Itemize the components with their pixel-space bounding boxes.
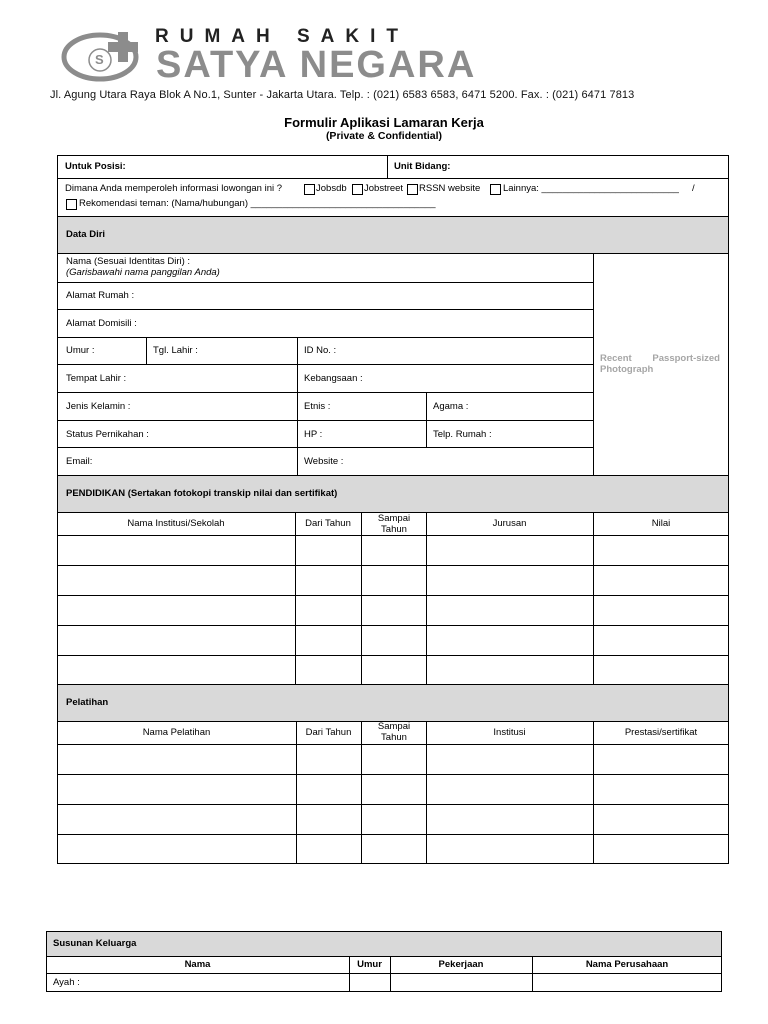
rekomendasi-label[interactable]: Rekomendasi teman: (Nama/hubungan) ___________________________________: [79, 198, 436, 209]
pendidikan-col-sampai: Sampai Tahun: [377, 513, 411, 535]
nama-note: (Garisbawahi nama panggilan Anda): [66, 267, 220, 278]
jobsdb-label: Jobsdb: [316, 183, 347, 194]
hospital-logo-icon: [60, 28, 152, 86]
etnis-field[interactable]: Etnis :: [304, 401, 331, 412]
keluarga-col-perusahaan: Nama Perusahaan: [585, 959, 669, 970]
telp-rumah-field[interactable]: Telp. Rumah :: [433, 429, 492, 440]
brand-top-text: RUMAH SAKIT: [155, 26, 409, 47]
lainnya-label[interactable]: Lainnya: __________________________: [503, 183, 679, 194]
jobsdb-checkbox[interactable]: [304, 184, 315, 195]
jobstreet-label: Jobstreet: [364, 183, 404, 194]
jobstreet-checkbox[interactable]: [352, 184, 363, 195]
rssn-website-checkbox[interactable]: [407, 184, 418, 195]
status-pernikahan-field[interactable]: Status Pernikahan :: [66, 429, 149, 440]
hp-field[interactable]: HP :: [304, 429, 323, 440]
pendidikan-header: PENDIDIKAN (Sertakan fotokopi transkip nilai dan sertifikat): [66, 488, 338, 499]
email-field[interactable]: Email:: [66, 456, 93, 467]
rssn-website-label: RSSN website: [419, 183, 481, 194]
pelatihan-col-sampai: Sampai Tahun: [377, 721, 411, 743]
logo-letter: S: [95, 52, 104, 67]
keluarga-header: Susunan Keluarga: [53, 938, 137, 949]
pendidikan-section: [57, 475, 729, 685]
tempat-lahir-field[interactable]: Tempat Lahir :: [66, 373, 127, 384]
slash-separator: /: [692, 183, 695, 194]
pelatihan-col-nama: Nama Pelatihan: [142, 727, 211, 738]
photo-placeholder[interactable]: Recent Passport-sized Photograph: [600, 353, 720, 375]
pelatihan-col-prestasi: Prestasi/sertifikat: [624, 727, 698, 738]
pelatihan-header: Pelatihan: [66, 697, 109, 708]
info-question: Dimana Anda memperoleh informasi lowongan ini ?: [65, 183, 283, 194]
agama-field[interactable]: Agama :: [433, 401, 469, 412]
tgl-lahir-field[interactable]: Tgl. Lahir :: [153, 345, 198, 356]
jenis-kelamin-field[interactable]: Jenis Kelamin :: [66, 401, 131, 412]
lainnya-checkbox[interactable]: [490, 184, 501, 195]
data-diri-header: Data Diri: [66, 229, 106, 240]
form-title: Formulir Aplikasi Lamaran Kerja: [284, 115, 484, 130]
pelatihan-col-dari: Dari Tahun: [305, 727, 352, 738]
alamat-domisili-field[interactable]: Alamat Domisili :: [66, 318, 137, 329]
untuk-posisi-field[interactable]: Untuk Posisi:: [65, 161, 126, 172]
form-subtitle: (Private & Confidential): [325, 130, 443, 142]
umur-field[interactable]: Umur :: [66, 345, 95, 356]
unit-bidang-field[interactable]: Unit Bidang:: [394, 161, 451, 172]
pendidikan-col-jurusan: Jurusan: [492, 518, 527, 529]
keluarga-col-pekerjaan: Pekerjaan: [438, 959, 484, 970]
nama-field[interactable]: Nama (Sesuai Identitas Diri) :: [66, 256, 191, 267]
pendidikan-col-institusi: Nama Institusi/Sekolah: [127, 518, 225, 529]
hospital-address: Jl. Agung Utara Raya Blok A No.1, Sunter - Jakarta Utara. Telp. : (021) 6583 6583, 6471 5200. Fax. : (021) 6471 7813: [50, 89, 635, 101]
rekomendasi-checkbox[interactable]: [66, 199, 77, 210]
website-field[interactable]: Website :: [304, 456, 344, 467]
ayah-row-label[interactable]: Ayah :: [53, 977, 80, 988]
brand-main-text: SATYA NEGARA: [156, 44, 477, 86]
keluarga-col-umur: Umur: [357, 959, 382, 970]
kebangsaan-field[interactable]: Kebangsaan :: [304, 373, 363, 384]
id-no-field[interactable]: ID No. :: [304, 345, 337, 356]
pelatihan-col-institusi: Institusi: [493, 727, 526, 738]
alamat-rumah-field[interactable]: Alamat Rumah :: [66, 290, 135, 301]
keluarga-col-nama: Nama: [184, 959, 211, 970]
pendidikan-col-dari: Dari Tahun: [305, 518, 351, 529]
pendidikan-col-nilai: Nilai: [651, 518, 671, 529]
